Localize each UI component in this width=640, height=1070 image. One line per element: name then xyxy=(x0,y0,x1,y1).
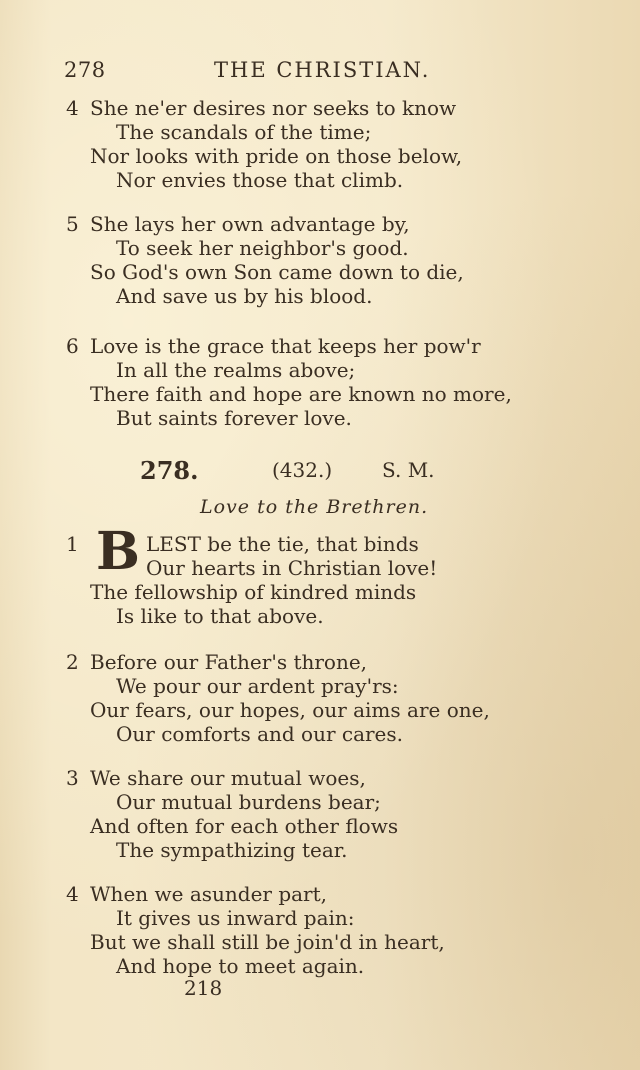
stanza-number: 3 xyxy=(66,766,79,790)
verse-line: And often for each other flows xyxy=(90,814,399,838)
verse-line: LEST be the tie, that binds xyxy=(146,532,419,556)
stanza-number: 6 xyxy=(66,334,79,358)
verse-line: Our hearts in Christian love! xyxy=(146,556,438,580)
verse-line: To seek her neighbor's good. xyxy=(116,236,409,260)
verse-line: Love is the grace that keeps her pow'r xyxy=(90,334,481,358)
verse-line: So God's own Son came down to die, xyxy=(90,260,464,284)
verse-line: We share our mutual woes, xyxy=(90,766,366,790)
verse-line: It gives us inward pain: xyxy=(116,906,355,930)
verse-line: Nor envies those that climb. xyxy=(116,168,404,192)
stanza-number: 5 xyxy=(66,212,79,236)
verse-line: The fellowship of kindred minds xyxy=(90,580,417,604)
drop-cap: B xyxy=(96,521,140,582)
verse-line: Before our Father's throne, xyxy=(90,650,368,674)
verse-line: And hope to meet again. xyxy=(116,954,365,978)
verse-line: Is like to that above. xyxy=(116,604,324,628)
verse-line: But saints forever love. xyxy=(116,406,352,430)
verse-line: Our comforts and our cares. xyxy=(116,722,404,746)
stanza-number: 2 xyxy=(66,650,79,674)
verse-line: Nor looks with pride on those below, xyxy=(90,144,463,168)
hymn-title: Love to the Brethren. xyxy=(200,496,429,518)
stanza-number: 4 xyxy=(66,96,79,120)
hymn-heading xyxy=(0,456,640,490)
page-number: 278 xyxy=(64,58,106,82)
hymn-meter: S. M. xyxy=(382,458,435,482)
verse-line: She ne'er desires nor seeks to know xyxy=(90,96,457,120)
verse-line: Our fears, our hopes, our aims are one, xyxy=(90,698,490,722)
verse-line: In all the realms above; xyxy=(116,358,356,382)
verse-line: And save us by his blood. xyxy=(116,284,373,308)
hymn-reference: (432.) xyxy=(272,458,333,482)
running-head: THE CHRISTIAN. xyxy=(214,58,431,82)
verse-line: We pour our ardent pray'rs: xyxy=(116,674,399,698)
verse-line: When we asunder part, xyxy=(90,882,328,906)
stanza-number: 1 xyxy=(66,532,79,556)
verse-line: But we shall still be join'd in heart, xyxy=(90,930,445,954)
verse-line: The sympathizing tear. xyxy=(116,838,348,862)
signature-mark: 218 xyxy=(184,976,223,1000)
page-header xyxy=(64,58,584,88)
hymn-number: 278. xyxy=(140,456,199,485)
verse-line: There faith and hope are known no more, xyxy=(90,382,512,406)
verse-line: She lays her own advantage by, xyxy=(90,212,410,236)
verse-line: The scandals of the time; xyxy=(116,120,372,144)
verse-line: Our mutual burdens bear; xyxy=(116,790,381,814)
stanza-number: 4 xyxy=(66,882,79,906)
